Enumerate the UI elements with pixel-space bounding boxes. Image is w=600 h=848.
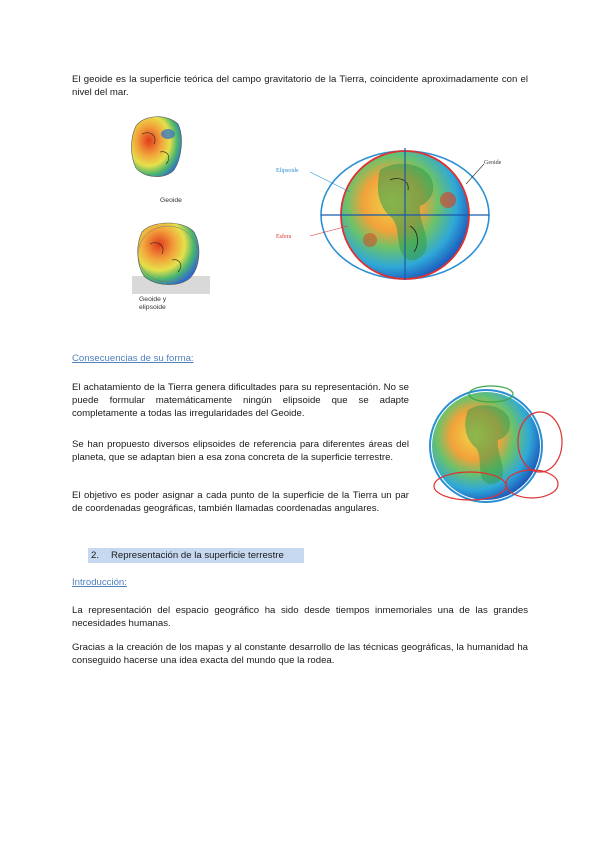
geoid-ellipsoid-caption-line1: Geoide y [139, 296, 167, 303]
section-link-consequences[interactable]: Consecuencias de su forma: [72, 353, 194, 364]
intro-paragraph: El geoide es la superficie teórica del campo gravitatorio de la Tierra, coincidente aproximadamente con el nivel del mar. [72, 74, 528, 98]
paragraph-reference-ellipsoids: Se han propuesto diversos elipsoides de referencia para diferentes áreas del planeta, que se adaptan bien a esa zona concreta de la superficie terrestre. [72, 439, 409, 463]
ellipsoid-label: Elipsoide [276, 168, 299, 174]
paragraph-maps: Gracias a la creación de los mapas y al constante desarrollo de las técnicas geográficas, la humanidad ha conseguido hacerse una idea exacta del mundo que la rodea. [72, 642, 528, 666]
geoid-ellipsoid-image [132, 218, 210, 294]
paragraph-coordinates: El objetivo es poder asignar a cada punto de la superficie de la Tierra un par de coordenadas geográficas, también llamadas coordenadas angulares. [72, 490, 409, 514]
geoid-ellipsoid-caption-line2: elipsoide [139, 304, 166, 311]
geoid-caption: Geoide [160, 197, 182, 204]
heading-representation [91, 549, 284, 562]
section-link-introduction[interactable]: Introducción: [72, 577, 127, 588]
globe-regional-ellipsoids [420, 380, 570, 508]
geoid-ellipsoid-image-frame [132, 218, 210, 294]
geoid-image [128, 112, 184, 182]
sphere-label: Esfera [276, 234, 292, 240]
geoid-label: Geoide [484, 160, 502, 166]
heading-number: 2. [91, 550, 100, 561]
paragraph-geographic-space: La representación del espacio geográfico ha sido desde tiempos inmemoriales una de las grandes necesidades humanas. [72, 605, 528, 629]
globe-ellipsoid-diagram [270, 140, 510, 280]
paragraph-flattening: El achatamiento de la Tierra genera dificultades para su representación. No se puede formular matemáticamente ningún elipsoide que se adapte completamente a todas las irregularidades del Geoide. [72, 382, 409, 419]
heading-text: Representación de la superficie terrestre [111, 550, 284, 561]
